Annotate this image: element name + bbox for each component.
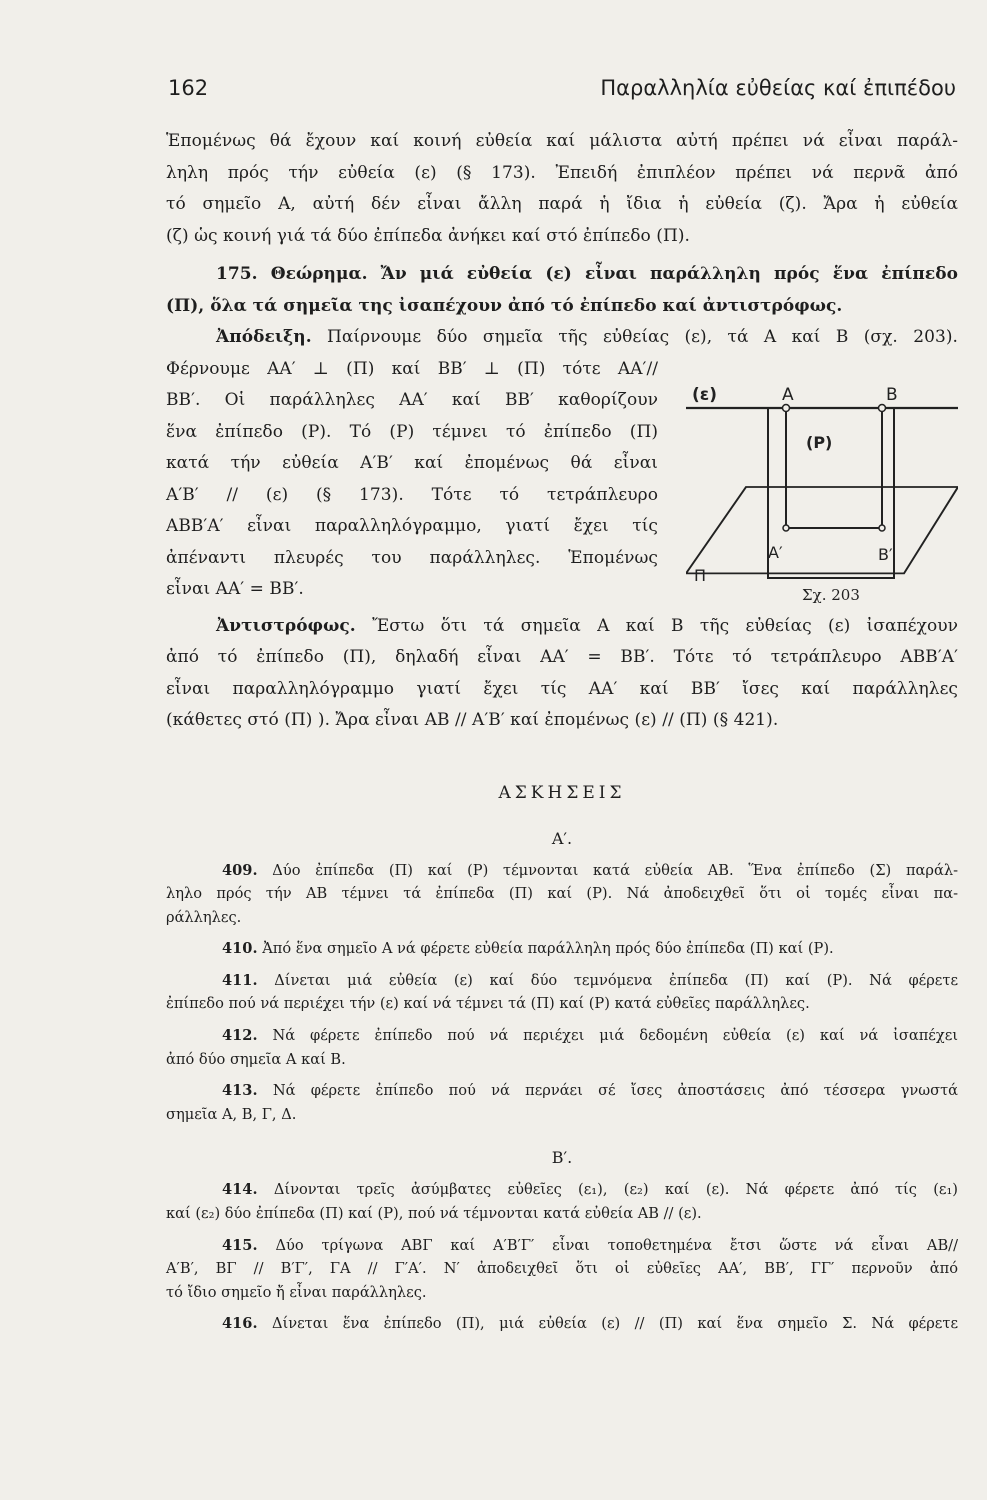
text-line: (ζ) ὡς κοινή γιά τά δύο ἐπίπεδα ἀνήκει καί στό ἐπίπεδο (Π).: [166, 225, 690, 246]
proof-line: Α′Β′ // (ε) (§ 173). Τότε τό τετράπλευρο: [166, 484, 658, 505]
proof-label: Ἀπόδειξη.: [216, 327, 312, 347]
proof-line: ἕνα ἐπίπεδο (Ρ). Τό (Ρ) τέμνει τό ἐπίπεδο (Π): [166, 421, 658, 442]
exercise-410: [166, 937, 958, 961]
point-a-label: A: [782, 384, 794, 405]
proof-line: Φέρνουμε ΑΑ′ ⊥ (Π) καί ΒΒ′ ⊥ (Π) τότε ΑΑ′//: [166, 358, 658, 379]
converse-paragraph: [166, 611, 958, 737]
exercise-text: Δύο τρίγωνα ΑΒΓ καί Α′Β′Γ′ εἶναι τοποθετημένα ἔτσι ὥστε νά εἶναι ΑΒ//: [275, 1236, 958, 1254]
theorem-line: 175. Θεώρημα. Ἄν μιά εὐθεία (ε) εἶναι παράλληλη πρός ἕνα ἐπίπεδο: [216, 264, 958, 284]
point-a: [783, 404, 790, 411]
converse-line: εἶναι παραλληλόγραμμο γιατί ἔχει τίς ΑΑ′ καί ΒΒ′ ἴσες καί παράλληλες: [166, 678, 958, 699]
exercises-heading: ΑΣΚΗΣΕΙΣ: [498, 782, 626, 803]
exercise-line: καί (ε₂) δύο ἐπίπεδα (Π) καί (Ρ), πού νά τέμνονται κατά εὐθεία ΑΒ // (ε).: [166, 1205, 702, 1223]
exercise-number: 416.: [222, 1315, 258, 1333]
converse-line: ἀπό τό ἐπίπεδο (Π), δηλαδή εἶναι ΑΑ′ = ΒΒ′. Τότε τό τετράπλευρο ΑΒΒ′Α′: [166, 647, 958, 667]
text-line: Ἑπομένως θά ἔχουν καί κοινή εὐθεία καί μάλιστα αὐτή πρέπει νά εἶναι παράλ-: [166, 131, 958, 151]
exercise-414: [166, 1178, 958, 1225]
proof-paragraph: [166, 354, 658, 606]
theorem-175: [166, 259, 958, 322]
section-b-heading: Β′.: [551, 1148, 573, 1168]
exercise-line: τό ἴδιο σημεῖο ἤ εἶναι παράλληλες.: [166, 1283, 427, 1301]
exercise-text: Δίνεται ἕνα ἐπίπεδο (Π), μιά εὐθεία (ε) // (Π) καί ἕνα σημεῖο Σ. Νά φέρετε: [271, 1315, 959, 1333]
exercise-number: 415.: [222, 1236, 258, 1254]
converse-label: Ἀντιστρόφως.: [216, 615, 356, 636]
converse-first-line-text: Ἔστω ὅτι τά σημεῖα Α καί Β τῆς εὐθείας (ε) ἰσαπέχουν: [372, 615, 958, 636]
exercise-text: Δύο ἐπίπεδα (Π) καί (Ρ) τέμνονται κατά εὐθεία ΑΒ. Ἕνα ἐπίπεδο (Σ) παράλ-: [272, 861, 959, 879]
exercise-line: ἐπίπεδο πού νά περιέχει τήν (ε) καί νά τέμνει τά (Π) καί (Ρ) κατά εὐθεῖες παράλληλες.: [166, 995, 810, 1013]
proof-line: ΒΒ′. Οἱ παράλληλες ΑΑ′ καί ΒΒ′ καθορίζουν: [166, 390, 658, 410]
page-body: [166, 126, 958, 1336]
exercise-409: [166, 859, 958, 930]
page-number: 162: [168, 76, 209, 100]
proof-line: κατά τήν εὐθεία Α′Β′ καί ἐπομένως θά εἶναι: [166, 453, 658, 473]
proof-first-line-text: Παίρνουμε δύο σημεῖα τῆς εὐθείας (ε), τά Α καί Β (σχ. 203).: [327, 327, 958, 347]
exercise-number: 413.: [222, 1082, 258, 1100]
page-header: [168, 76, 956, 112]
intro-paragraph: [166, 126, 958, 252]
running-title: Παραλληλία εὐθείας καί ἐπιπέδου: [600, 76, 956, 100]
text-line: ληλη πρός τήν εὐθεία (ε) (§ 173). Ἐπειδή ἐπιπλέον πρέπει νά περνᾶ ἀπό: [166, 162, 958, 183]
exercise-text: Νά φέρετε ἐπίπεδο πού νά περνάει σέ ἴσες ἀποστάσεις ἀπό τέσσερα γνωστά: [272, 1082, 959, 1100]
plane-p-label: (P): [806, 432, 833, 452]
exercise-line: Α′Β′, ΒΓ // Β′Γ′, ΓΑ // Γ′Α′. Ν′ ἀποδειχθεῖ ὅτι οἱ εὐθεῖες ΑΑ′, ΒΒ′, ΓΓ′ περνοῦν ἀπό: [166, 1260, 958, 1278]
proof-block: [166, 354, 958, 611]
exercise-number: 412.: [222, 1027, 258, 1045]
proof-line: εἶναι ΑΑ′ = ΒΒ′.: [166, 579, 304, 599]
point-a-prime: [783, 525, 789, 531]
point-b-prime: [879, 525, 885, 531]
section-a-heading: Α′.: [551, 828, 573, 848]
plane-pi-label: Π: [694, 565, 707, 585]
exercise-line: ράλληλες.: [166, 908, 242, 926]
exercise-413: [166, 1079, 958, 1126]
line-epsilon-label: (ε): [692, 384, 718, 405]
proof-line: ἀπέναντι πλευρές του παράλληλες. Ἑπομένως: [166, 547, 658, 568]
proof-first-line: [166, 322, 958, 354]
converse-line: (κάθετες στό (Π) ). Ἄρα εἶναι ΑΒ // Α′Β′ καί ἐπομένως (ε) // (Π) (§ 421).: [166, 710, 779, 730]
exercise-line: ληλο πρός τήν ΑΒ τέμνει τά ἐπίπεδα (Π) καί (Ρ). Νά ἀποδειχθεῖ ὅτι οἱ τομές εἶναι πα-: [166, 885, 958, 903]
exercise-number: 410.: [222, 940, 258, 958]
exercise-415: [166, 1234, 958, 1305]
point-b-label: B: [886, 384, 898, 405]
exercise-416: [166, 1312, 958, 1336]
exercise-412: [166, 1024, 958, 1071]
exercise-411: [166, 969, 958, 1016]
plane-pi: [686, 487, 958, 573]
exercise-number: 409.: [222, 861, 258, 879]
figure-caption: Σχ. 203: [802, 585, 860, 604]
exercise-number: 411.: [222, 971, 258, 989]
point-a-prime-label: A′: [768, 542, 783, 562]
exercise-text: Ἀπό ἕνα σημεῖο Α νά φέρετε εὐθεία παράλληλη πρός δύο ἐπίπεδα (Π) καί (Ρ).: [262, 940, 834, 958]
point-b-prime-label: B′: [878, 544, 893, 564]
point-b: [879, 404, 886, 411]
exercise-text: Δίνονται τρεῖς ἀσύμβατες εὐθεῖες (ε₁), (ε₂) καί (ε). Νά φέρετε ἀπό τίς (ε₁): [273, 1181, 958, 1199]
theorem-line: (Π), ὅλα τά σημεῖα της ἰσαπέχουν ἀπό τό ἐπίπεδο καί ἀντιστρόφως.: [166, 295, 843, 316]
proof-line: ΑΒΒ′Α′ εἶναι παραλληλόγραμμο, γιατί ἔχει τίς: [166, 516, 658, 536]
exercise-line: ἀπό δύο σημεῖα Α καί Β.: [166, 1050, 346, 1068]
exercise-text: Δίνεται μιά εὐθεία (ε) καί δύο τεμνόμενα ἐπίπεδα (Π) καί (Ρ). Νά φέρετε: [274, 971, 958, 989]
figure-203: [686, 370, 958, 606]
exercise-text: Νά φέρετε ἐπίπεδο πού νά περιέχει μιά δεδομένη εὐθεία (ε) καί νά ἰσαπέχει: [272, 1027, 958, 1045]
text-line: τό σημεῖο Α, αὐτή δέν εἶναι ἄλλη παρά ἡ ἴδια ἡ εὐθεία (ζ). Ἄρα ἡ εὐθεία: [166, 194, 958, 214]
exercise-number: 414.: [222, 1181, 258, 1199]
exercise-line: σημεῖα Α, Β, Γ, Δ.: [166, 1105, 297, 1123]
